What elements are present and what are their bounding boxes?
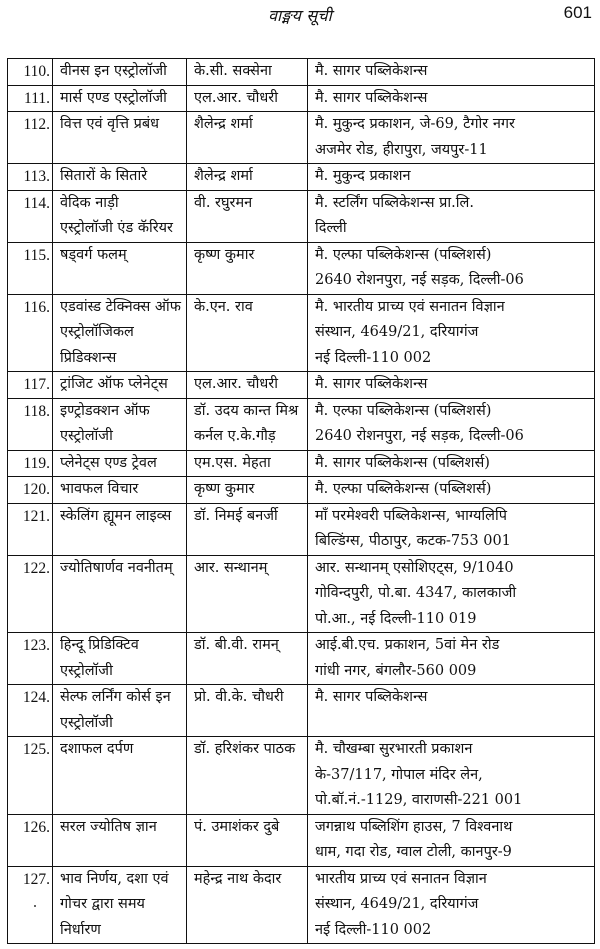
table-row — [8, 190, 595, 242]
book-publisher-line: मै. मुकुन्द प्रकाशन — [315, 168, 411, 184]
entry-number: 121. — [8, 503, 53, 555]
book-author — [187, 164, 308, 191]
book-publisher-line: मै. एल्फा पब्लिकेशन्स (पब्लिशर्स) — [315, 246, 492, 263]
book-publisher-line: पो.बॉ.नं.-1129, वाराणसी-221 001 — [315, 792, 523, 808]
book-publisher-line: 2640 रोशनपुरा, नई सड़क, दिल्ली-06 — [315, 428, 524, 444]
book-publisher-line: 2640 रोशनपुरा, नई सड़क, दिल्ली-06 — [315, 272, 524, 288]
book-publisher — [308, 85, 595, 112]
book-publisher-line: मै. चौखम्बा सुरभारती प्रकाशन — [315, 741, 473, 757]
stray-print-mark — [34, 905, 36, 907]
book-publisher-line: जगन्नाथ पब्लिशिंग हाउस, 7 विश्वनाथ — [315, 818, 513, 835]
book-author-line: एम.एस. मेहता — [194, 454, 271, 471]
book-publisher-line: बिल्डिंग्स, पीठापुर, कटक-753 001 — [315, 533, 511, 549]
book-author-line: प्रो. वी.के. चौधरी — [194, 689, 284, 705]
book-title — [53, 503, 187, 555]
book-title — [53, 866, 187, 944]
book-author-line: डॉ. हरिशंकर पाठक — [194, 741, 296, 757]
book-title-line: ट्रांजिट ऑफ प्लेनेट्स — [60, 376, 168, 392]
book-author-line: के.सी. सक्सेना — [194, 63, 272, 79]
book-author — [187, 398, 308, 450]
book-author — [187, 450, 308, 477]
book-title-line: सितारों के सितारे — [60, 168, 148, 184]
book-publisher-line: मै. स्टर्लिंग पब्लिकेशन्स प्रा.लि. — [315, 194, 474, 211]
book-title-line: एस्ट्रोलॉजी — [60, 662, 113, 679]
book-author — [187, 814, 308, 866]
entry-number: 114. — [8, 190, 53, 242]
entry-number: 113. — [8, 164, 53, 191]
book-publisher — [308, 737, 595, 815]
book-publisher-line: दिल्ली — [315, 220, 347, 236]
book-title-line: वीनस इन एस्ट्रोलॉजी — [60, 63, 167, 79]
table-row — [8, 372, 595, 399]
table-row — [8, 294, 595, 372]
book-title-line: प्रिडिक्शन्स — [60, 349, 117, 366]
book-title-line: ज्योतिषार्णव नवनीतम् — [60, 559, 173, 576]
book-author — [187, 59, 308, 86]
book-author — [187, 503, 308, 555]
book-publisher — [308, 866, 595, 944]
book-author-line: डॉ. उदय कान्त मिश्र — [194, 402, 299, 419]
book-publisher — [308, 164, 595, 191]
entry-number: 127. — [8, 866, 53, 944]
book-author — [187, 294, 308, 372]
table-row — [8, 555, 595, 633]
entry-number: 122. — [8, 555, 53, 633]
book-publisher-line: धाम, गदा रोड, ग्वाल टोली, कानपुर-9 — [315, 844, 512, 860]
table-row — [8, 398, 595, 450]
entry-number: 117. — [8, 372, 53, 399]
book-publisher — [308, 503, 595, 555]
book-publisher-line: संस्थान, 4649/21, दरियागंज — [315, 896, 479, 912]
book-author-line: एल.आर. चौधरी — [194, 376, 278, 392]
book-title-line: दशाफल दर्पण — [60, 741, 134, 757]
book-title-line: वेदिक नाड़ी — [60, 194, 119, 211]
entry-number: 111. — [8, 85, 53, 112]
book-publisher-line: के-37/117, गोपाल मंदिर लेन, — [315, 766, 483, 783]
book-publisher — [308, 294, 595, 372]
book-title-line: एडवांस्ड टेक्निक्स ऑफ — [60, 298, 181, 315]
page-header — [0, 0, 600, 40]
book-publisher — [308, 685, 595, 737]
book-publisher-line: माँ परमेश्वरी पब्लिकेशन्स, भाग्यलिपि — [315, 507, 507, 524]
book-title-line: हिन्दू प्रिडिक्टिव — [60, 637, 139, 653]
book-publisher-line: आई.बी.एच. प्रकाशन, 5वां मेन रोड — [315, 637, 500, 653]
book-title-line: वित्त एवं वृत्ति प्रबंध — [60, 116, 160, 132]
book-publisher-line: नई दिल्ली-110 002 — [315, 921, 432, 938]
book-title — [53, 477, 187, 504]
book-author-line: कर्नल ए.के.गौड़ — [194, 428, 276, 444]
book-title-line: एस्ट्रोलॉजी — [60, 714, 113, 731]
entry-number: 120. — [8, 477, 53, 504]
book-title-line: प्लेनेट्स एण्ड ट्रेवल — [60, 454, 157, 471]
book-title — [53, 112, 187, 164]
book-title — [53, 737, 187, 815]
book-title-line: एस्ट्रोलॉजी एंड कॅरियर — [60, 220, 173, 236]
running-title: वाङ्मय सूची — [268, 6, 332, 25]
book-publisher — [308, 242, 595, 294]
book-title — [53, 450, 187, 477]
book-title — [53, 294, 187, 372]
book-title — [53, 164, 187, 191]
entry-number: 124. — [8, 685, 53, 737]
book-publisher-line: गांधी नगर, बंगलौर-560 009 — [315, 662, 477, 679]
book-publisher — [308, 814, 595, 866]
book-title — [53, 242, 187, 294]
book-publisher-line: मै. सागर पब्लिकेशन्स — [315, 376, 428, 392]
book-title-line: निर्धारण — [60, 921, 101, 938]
book-publisher-line: पो.आ., नई दिल्ली-110 019 — [315, 610, 477, 627]
book-author — [187, 477, 308, 504]
book-title-line: सेल्फ लर्निंग कोर्स इन — [60, 689, 171, 705]
book-publisher — [308, 372, 595, 399]
book-publisher-line: संस्थान, 4649/21, दरियागंज — [315, 324, 479, 340]
table-row — [8, 477, 595, 504]
book-title-line: इण्ट्रोडक्शन ऑफ — [60, 402, 150, 419]
book-author-line: डॉ. बी.वी. रामन् — [194, 637, 279, 653]
entry-number: 110. — [8, 59, 53, 86]
book-publisher — [308, 633, 595, 685]
book-publisher-line: मै. सागर पब्लिकेशन्स — [315, 689, 428, 705]
book-author-line: कृष्ण कुमार — [194, 481, 255, 497]
book-author-line: शैलेन्द्र शर्मा — [194, 116, 253, 132]
entry-number: 112. — [8, 112, 53, 164]
entry-number: 118. — [8, 398, 53, 450]
book-title-line: भाव निर्णय, दशा एवं — [60, 870, 169, 887]
table-row — [8, 737, 595, 815]
book-publisher-line: गोविन्दपुरी, पो.बा. 4347, कालकाजी — [315, 585, 517, 601]
book-publisher-line: मै. मुकुन्द प्रकाशन, जे-69, टैगोर नगर — [315, 116, 515, 132]
table-row — [8, 85, 595, 112]
table-row — [8, 866, 595, 944]
book-publisher-line: मै. एल्फा पब्लिकेशन्स (पब्लिशर्स) — [315, 481, 492, 497]
table-row — [8, 633, 595, 685]
book-title — [53, 372, 187, 399]
book-author-line: पं. उमाशंकर दुबे — [194, 818, 280, 835]
book-title-line: षड्वर्ग फलम् — [60, 246, 127, 263]
book-title-line: भावफल विचार — [60, 481, 139, 497]
entry-number: 125. — [8, 737, 53, 815]
table-row — [8, 685, 595, 737]
book-author — [187, 685, 308, 737]
book-publisher — [308, 555, 595, 633]
book-title-line: एस्ट्रोलॉजी — [60, 428, 113, 444]
book-author — [187, 190, 308, 242]
book-author-line: के.एन. राव — [194, 298, 253, 315]
book-title — [53, 685, 187, 737]
book-author-line: आर. सन्थानम् — [194, 559, 268, 576]
book-publisher-line: अजमेर रोड, हीरापुरा, जयपुर-11 — [315, 141, 488, 158]
book-publisher-line: मै. सागर पब्लिकेशन्स — [315, 89, 428, 106]
book-title-line: मार्स एण्ड एस्ट्रोलॉजी — [60, 89, 167, 106]
book-title-line: स्केलिंग ह्यूमन लाइव्स — [60, 507, 172, 524]
page-number: 601 — [563, 3, 592, 22]
book-author-line: शैलेन्द्र शर्मा — [194, 168, 253, 184]
table-row — [8, 814, 595, 866]
book-title — [53, 85, 187, 112]
entry-number: 126. — [8, 814, 53, 866]
book-title — [53, 59, 187, 86]
book-author-line: कृष्ण कुमार — [194, 246, 255, 263]
book-author-line: एल.आर. चौधरी — [194, 89, 278, 106]
table-row — [8, 503, 595, 555]
table-row — [8, 112, 595, 164]
book-publisher-line: मै. सागर पब्लिकेशन्स (पब्लिशर्स) — [315, 454, 490, 471]
book-publisher — [308, 59, 595, 86]
book-author — [187, 866, 308, 944]
book-author-line: वी. रघुरमन — [194, 194, 253, 211]
entry-number: 116. — [8, 294, 53, 372]
book-title-line: गोचर द्वारा समय — [60, 896, 145, 912]
book-author — [187, 242, 308, 294]
book-author-line: डॉ. निमई बनर्जी — [194, 507, 278, 524]
book-publisher — [308, 477, 595, 504]
book-author — [187, 372, 308, 399]
book-author — [187, 633, 308, 685]
bibliography-table — [7, 58, 595, 944]
entry-number: 119. — [8, 450, 53, 477]
book-title-line: सरल ज्योतिष ज्ञान — [60, 818, 157, 835]
entry-number: 123. — [8, 633, 53, 685]
book-title — [53, 398, 187, 450]
bibliography-table-body — [8, 59, 595, 944]
table-row — [8, 59, 595, 86]
entry-number: 115. — [8, 242, 53, 294]
book-publisher-line: भारतीय प्राच्य एवं सनातन विज्ञान — [315, 870, 487, 887]
book-publisher-line: मै. सागर पब्लिकेशन्स — [315, 63, 428, 79]
book-author — [187, 112, 308, 164]
book-title — [53, 633, 187, 685]
book-author — [187, 85, 308, 112]
book-title — [53, 814, 187, 866]
book-publisher-line: आर. सन्थानम् एसोशिएट्स, 9/1040 — [315, 559, 514, 576]
book-author — [187, 555, 308, 633]
table-row — [8, 164, 595, 191]
book-title-line: एस्ट्रोलॉजिकल — [60, 324, 134, 340]
table-row — [8, 242, 595, 294]
book-publisher-line: मै. भारतीय प्राच्य एवं सनातन विज्ञान — [315, 298, 505, 315]
book-author — [187, 737, 308, 815]
table-row — [8, 450, 595, 477]
book-publisher — [308, 112, 595, 164]
book-publisher-line: मै. एल्फा पब्लिकेशन्स (पब्लिशर्स) — [315, 402, 492, 419]
book-publisher — [308, 190, 595, 242]
book-title — [53, 555, 187, 633]
book-publisher — [308, 450, 595, 477]
book-publisher — [308, 398, 595, 450]
book-title — [53, 190, 187, 242]
book-author-line: महेन्द्र नाथ केदार — [194, 870, 282, 887]
book-publisher-line: नई दिल्ली-110 002 — [315, 349, 432, 366]
